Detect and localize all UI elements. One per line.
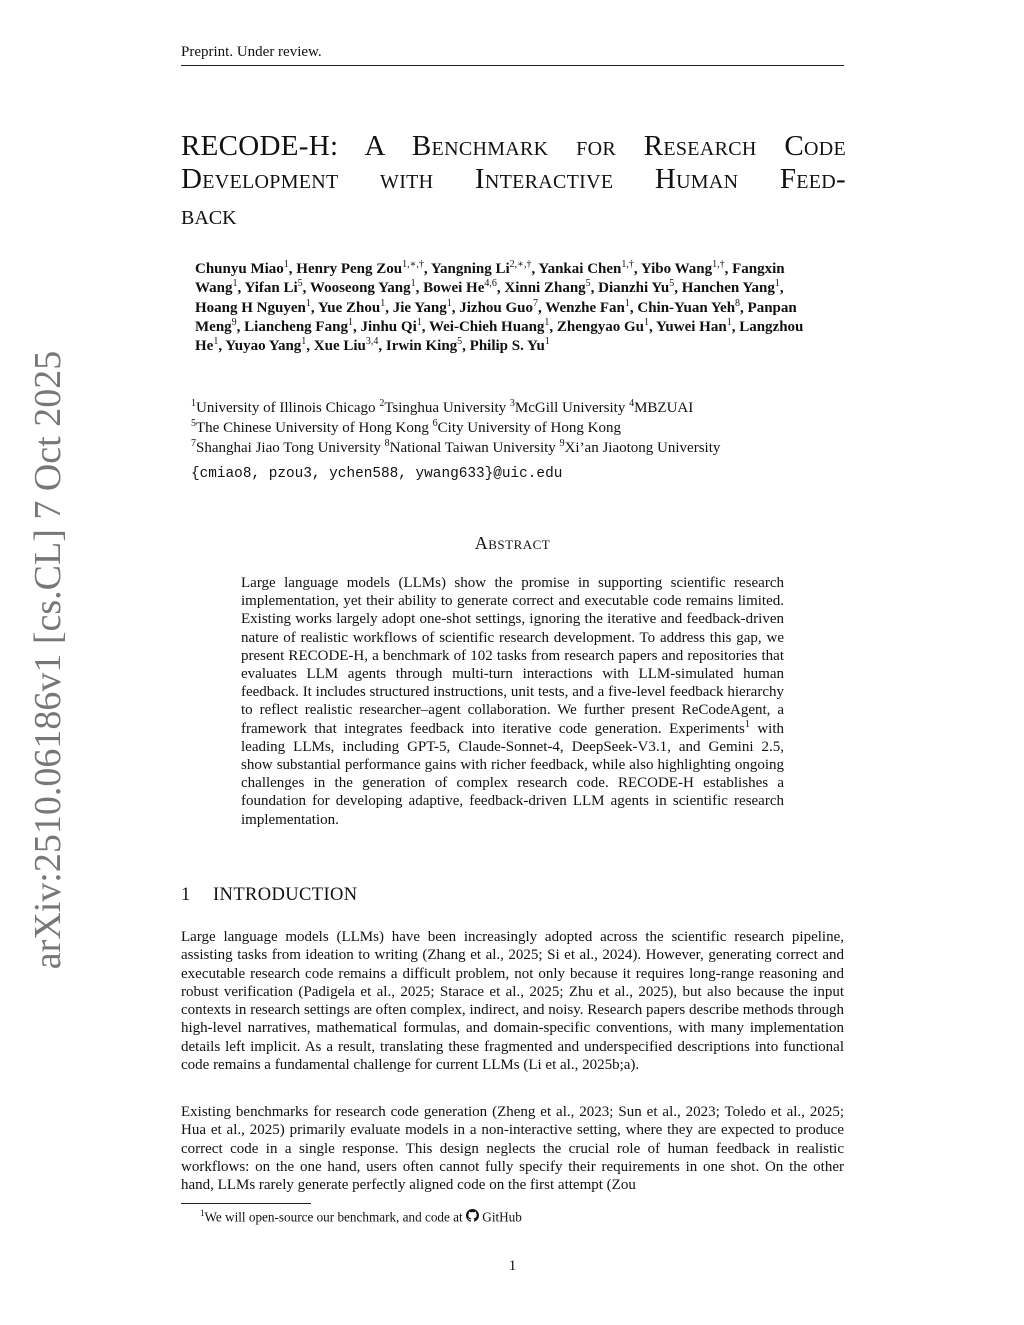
affiliation-line-2	[191, 419, 811, 438]
author-separator: ,	[590, 280, 599, 297]
intro-paragraph-2: Existing benchmarks for research code generation (Zheng et al., 2023; Sun et al., 2023; Toledo et al., 2025; Hua et al., 2025) primarily evaluate models in a non-interactive setting, where they are expected to produce correct code in a single response. This design neglects the crucial role of human feedback in realistic workflows: on the one hand, users often cannot fully specify their requirements in one shot. On the other hand, LLMs rarely generate perfectly aligned code on the first attempt (Zou	[181, 1104, 844, 1194]
author-separator: ,	[236, 318, 245, 335]
author-name: Bowei He	[423, 280, 485, 297]
author-list	[195, 260, 825, 356]
author-affiliation-marker: 1	[232, 278, 238, 290]
author-name: Liancheng Fang	[244, 318, 348, 335]
paper-title: RECODE-H: A Benchmark for Research Code Development with Interactive Human Feed-	[181, 130, 846, 195]
author-affiliation-marker: 1,†	[712, 259, 725, 270]
author-affiliation-marker: 4,6	[484, 278, 497, 290]
author-affiliation-marker: 1	[446, 297, 452, 309]
author-name: Hanchen Yang	[681, 280, 775, 297]
affiliation-name: Shanghai Jiao Tong University	[196, 440, 385, 456]
affiliation-number: 8	[384, 438, 390, 449]
footnote-text: We will open-source our benchmark, and code at	[204, 1209, 463, 1225]
author-separator: ,	[674, 280, 682, 297]
author-affiliation-marker: 1,†	[621, 259, 634, 270]
author-name: Yifan Li	[244, 280, 298, 297]
author-separator: ,	[378, 338, 386, 355]
author-separator: ,	[649, 318, 656, 335]
affiliation-number: 6	[432, 418, 438, 429]
affiliation-number: 2	[379, 398, 385, 409]
author-separator: ,	[385, 299, 393, 316]
author-name: Chin-Yuan Yeh	[637, 299, 736, 316]
author-name: Yuyao Yang	[225, 338, 302, 355]
footnote-marker[interactable]: 1	[744, 718, 750, 730]
author-separator: ,	[724, 261, 733, 277]
author-separator: ,	[629, 299, 638, 316]
author-affiliation-marker: 1	[726, 316, 732, 328]
intro-paragraph-1: Large language models (LLMs) have been increasingly adopted across the scientific research pipeline, assisting tasks from ideation to writing (Zhang et al., 2025; Si et al., 2024). However, generating correct and executable research code remains a difficult problem, not only because it requires long-range reasoning and robust verification (Padigela et al., 2025; Starace et al., 2025; Zhu et al., 2025), but also because the input contexts in research settings are often complex, indirect, and noisy. Research papers describe methods through high-level narratives, mathematical formulas, and domain-specific conventions, with many implementation details left implicit. As a result, translating these fragmented and underspecified descriptions into functional code remains a fundamental challenge for current LLMs (Li et al., 2025b;a).	[181, 929, 844, 1074]
github-link[interactable]: GitHub	[482, 1209, 522, 1225]
author-affiliation-marker: 1	[774, 278, 780, 290]
affiliation-name: MBZUAI	[634, 400, 694, 416]
affiliation-number: 4	[629, 398, 635, 409]
author-name: Zhengyao Gu	[556, 318, 645, 335]
author-name: Jizhou Guo	[459, 299, 534, 316]
affiliation-name: McGill University	[514, 400, 630, 416]
affiliation-name: The Chinese University of Hong Kong	[196, 420, 433, 436]
author-separator: ,	[731, 318, 740, 335]
affiliation-line-1	[191, 399, 811, 418]
affiliation-number: 7	[191, 438, 196, 449]
author-name: Hoang H Nguyen	[195, 299, 306, 316]
author-affiliation-marker: 1	[283, 259, 289, 270]
affiliation-number: 9	[559, 438, 565, 449]
author-name: Dianzhi Yu	[598, 280, 670, 297]
author-affiliation-marker: 1	[347, 316, 353, 328]
section-title: INTRODUCTION	[213, 885, 358, 905]
author-name: Irwin King	[385, 338, 458, 355]
author-separator: ,	[237, 280, 245, 297]
author-affiliation-marker: 5	[669, 278, 675, 290]
author-name: Fangxin Wang	[195, 261, 785, 297]
abstract-body	[241, 574, 784, 829]
author-affiliation-marker: 1	[410, 278, 416, 290]
author-affiliation-marker: 5	[585, 278, 591, 290]
author-name: Yankai Chen	[538, 261, 622, 277]
author-separator: ,	[423, 261, 431, 277]
author-affiliation-marker: 1	[416, 316, 422, 328]
author-separator: ,	[549, 318, 557, 335]
author-name: Wenzhe Fan	[545, 299, 625, 316]
author-affiliation-marker: 5	[297, 278, 303, 290]
author-separator: ,	[302, 280, 310, 297]
author-name: Yangning Li	[430, 261, 510, 277]
author-name: Xue Liu	[313, 338, 366, 355]
footnote	[200, 1208, 522, 1225]
author-affiliation-marker: 8	[735, 297, 741, 309]
author-name: Yuwei Han	[655, 318, 727, 335]
author-separator: ,	[310, 299, 318, 316]
footnote-rule	[181, 1203, 311, 1204]
author-name: Yibo Wang	[640, 261, 713, 277]
section-number: 1	[181, 885, 191, 905]
author-affiliation-marker: 1	[305, 297, 311, 309]
author-name: Jie Yang	[392, 299, 447, 316]
author-separator: ,	[451, 299, 460, 316]
author-separator: ,	[288, 261, 297, 277]
affiliation-name: City University of Hong Kong	[437, 420, 621, 436]
affiliation-name: National Taiwan University	[389, 440, 560, 456]
affiliation-name: University of Illinois Chicago	[196, 400, 380, 416]
author-affiliation-marker: 3,4	[365, 336, 379, 348]
author-separator: ,	[462, 338, 470, 355]
author-name: Yue Zhou	[317, 299, 381, 316]
author-name: Langzhou He	[195, 318, 804, 355]
author-separator: ,	[352, 318, 361, 335]
affiliation-number: 3	[509, 398, 515, 409]
paper-title-continued: back	[181, 199, 237, 231]
contact-email[interactable]: {cmiao8, pzou3, ychen588, ywang633}@uic.edu	[191, 466, 563, 482]
author-separator: ,	[496, 280, 505, 297]
affiliation-name: Xi’an Jiaotong University	[564, 440, 721, 456]
author-affiliation-marker: 1	[380, 297, 386, 309]
author-name: Wei-Chieh Huang	[428, 318, 545, 335]
arxiv-identifier[interactable]: arXiv:2510.06186v1 [cs.CL] 7 Oct 2025	[27, 350, 69, 970]
author-affiliation-marker: 1	[213, 336, 219, 348]
author-separator: ,	[779, 280, 784, 297]
affiliation-name: Tsinghua University	[384, 400, 510, 416]
affiliation-number: 1	[191, 398, 196, 409]
author-separator: ,	[218, 338, 226, 355]
author-separator: ,	[538, 299, 546, 316]
author-separator: ,	[421, 318, 429, 335]
footnote-number: 1	[200, 1208, 205, 1218]
author-affiliation-marker: 9	[231, 316, 237, 328]
abstract-text-part-1: Large language models (LLMs) show the promise in supporting scientific research implementation, yet their ability to generate correct and executable code remains limited. Existing works largely adopt one-shot settings, ignoring the iterative and feedback-driven nature of realistic workflows of scientific research development. To address this gap, we present RECODE-H, a benchmark of 102 tasks from research papers and repositories that evaluates LLM agents through multi-turn interactions with LLM-simulated human feedback. It includes structured instructions, unit tests, and a five-level feedback hierarchy to reflect realistic researcher–agent collaboration. We further present ReCodeAgent, a framework that integrates feedback into iterative code generation. Experiments	[241, 575, 784, 737]
author-affiliation-marker: 1	[624, 297, 630, 309]
author-name: Panpan Meng	[195, 299, 797, 335]
abstract-text-part-2: with leading LLMs, including GPT-5, Claude-Sonnet-4, DeepSeek-V3.1, and Gemini 2.5, show substantial performance gains with richer feedback, while also highlighting ongoing challenges in the generation of complex research code. RECODE-H establishes a foundation for developing adaptive, feedback-driven LLM agents in scientific research implementation.	[241, 720, 784, 828]
author-name: Wooseong Yang	[309, 280, 411, 297]
author-affiliation-marker: 5	[457, 336, 463, 348]
page-number: 1	[508, 1258, 517, 1274]
author-affiliation-marker: 1	[301, 336, 307, 348]
author-separator: ,	[415, 280, 424, 297]
abstract-heading: Abstract	[474, 533, 551, 553]
author-separator: ,	[306, 338, 314, 355]
author-name: Chunyu Miao	[195, 261, 284, 277]
running-header: Preprint. Under review.	[181, 44, 322, 60]
author-affiliation-marker: 1	[544, 336, 550, 348]
affiliation-line-3	[191, 439, 811, 458]
github-icon[interactable]	[466, 1209, 479, 1222]
author-name: Jinhu Qi	[360, 318, 417, 335]
author-affiliation-marker: 2,∗,†	[509, 259, 532, 270]
author-affiliation-marker: 1,∗,†	[402, 259, 424, 270]
affiliation-number: 5	[191, 418, 196, 429]
section-heading	[181, 885, 358, 906]
author-separator: ,	[740, 299, 748, 316]
author-name: Philip S. Yu	[469, 338, 545, 355]
author-affiliation-marker: 7	[533, 297, 539, 309]
author-affiliation-marker: 1	[544, 316, 550, 328]
author-name: Xinni Zhang	[504, 280, 586, 297]
author-affiliation-marker: 1	[644, 316, 650, 328]
header-rule	[181, 65, 844, 66]
author-separator: ,	[531, 261, 539, 277]
author-name: Henry Peng Zou	[296, 261, 403, 277]
author-separator: ,	[633, 261, 641, 277]
